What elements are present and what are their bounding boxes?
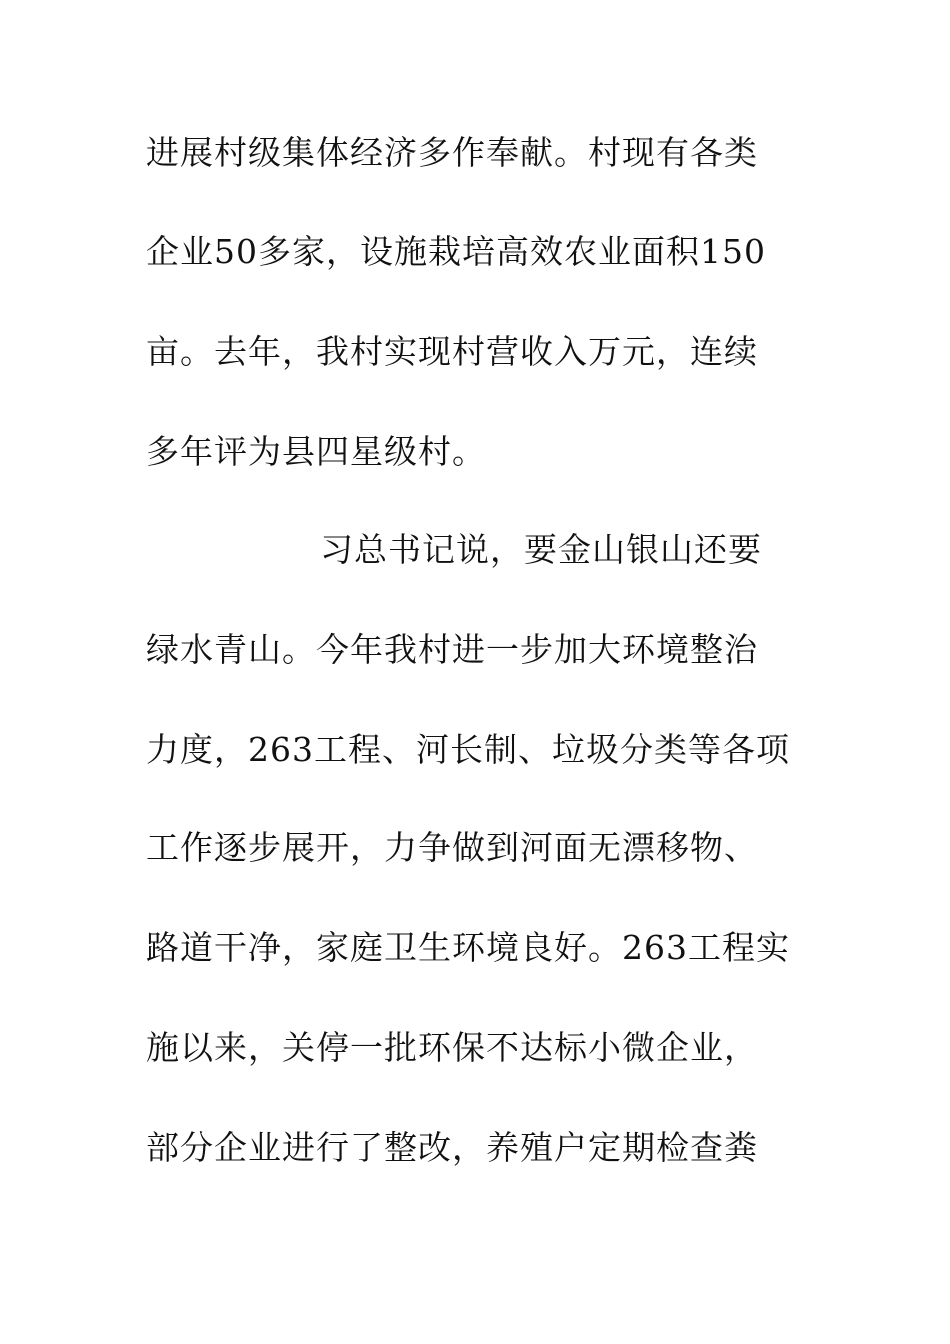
paragraph-line: 工作逐步展开，力争做到河面无漂移物、 <box>146 828 758 867</box>
paragraph-line: 力度，263工程、河长制、垃圾分类等各项 <box>146 730 790 769</box>
paragraph-line: 施以来，关停一批环保不达标小微企业， <box>146 1028 758 1067</box>
paragraph-line-indented: 习总书记说，要金山银山还要 <box>320 530 762 569</box>
paragraph-line: 路道干净，家庭卫生环境良好。263工程实 <box>146 928 790 967</box>
paragraph-line: 部分企业进行了整改，养殖户定期检查粪 <box>146 1128 758 1167</box>
paragraph-line: 企业50多家，设施栽培高效农业面积150 <box>146 232 766 271</box>
paragraph-line: 进展村级集体经济多作奉献。村现有各类 <box>146 133 758 172</box>
paragraph-line: 多年评为县四星级村。 <box>146 432 486 471</box>
paragraph-line: 绿水青山。今年我村进一步加大环境整治 <box>146 630 758 669</box>
paragraph-line: 亩。去年，我村实现村营收入万元，连续 <box>146 332 758 371</box>
